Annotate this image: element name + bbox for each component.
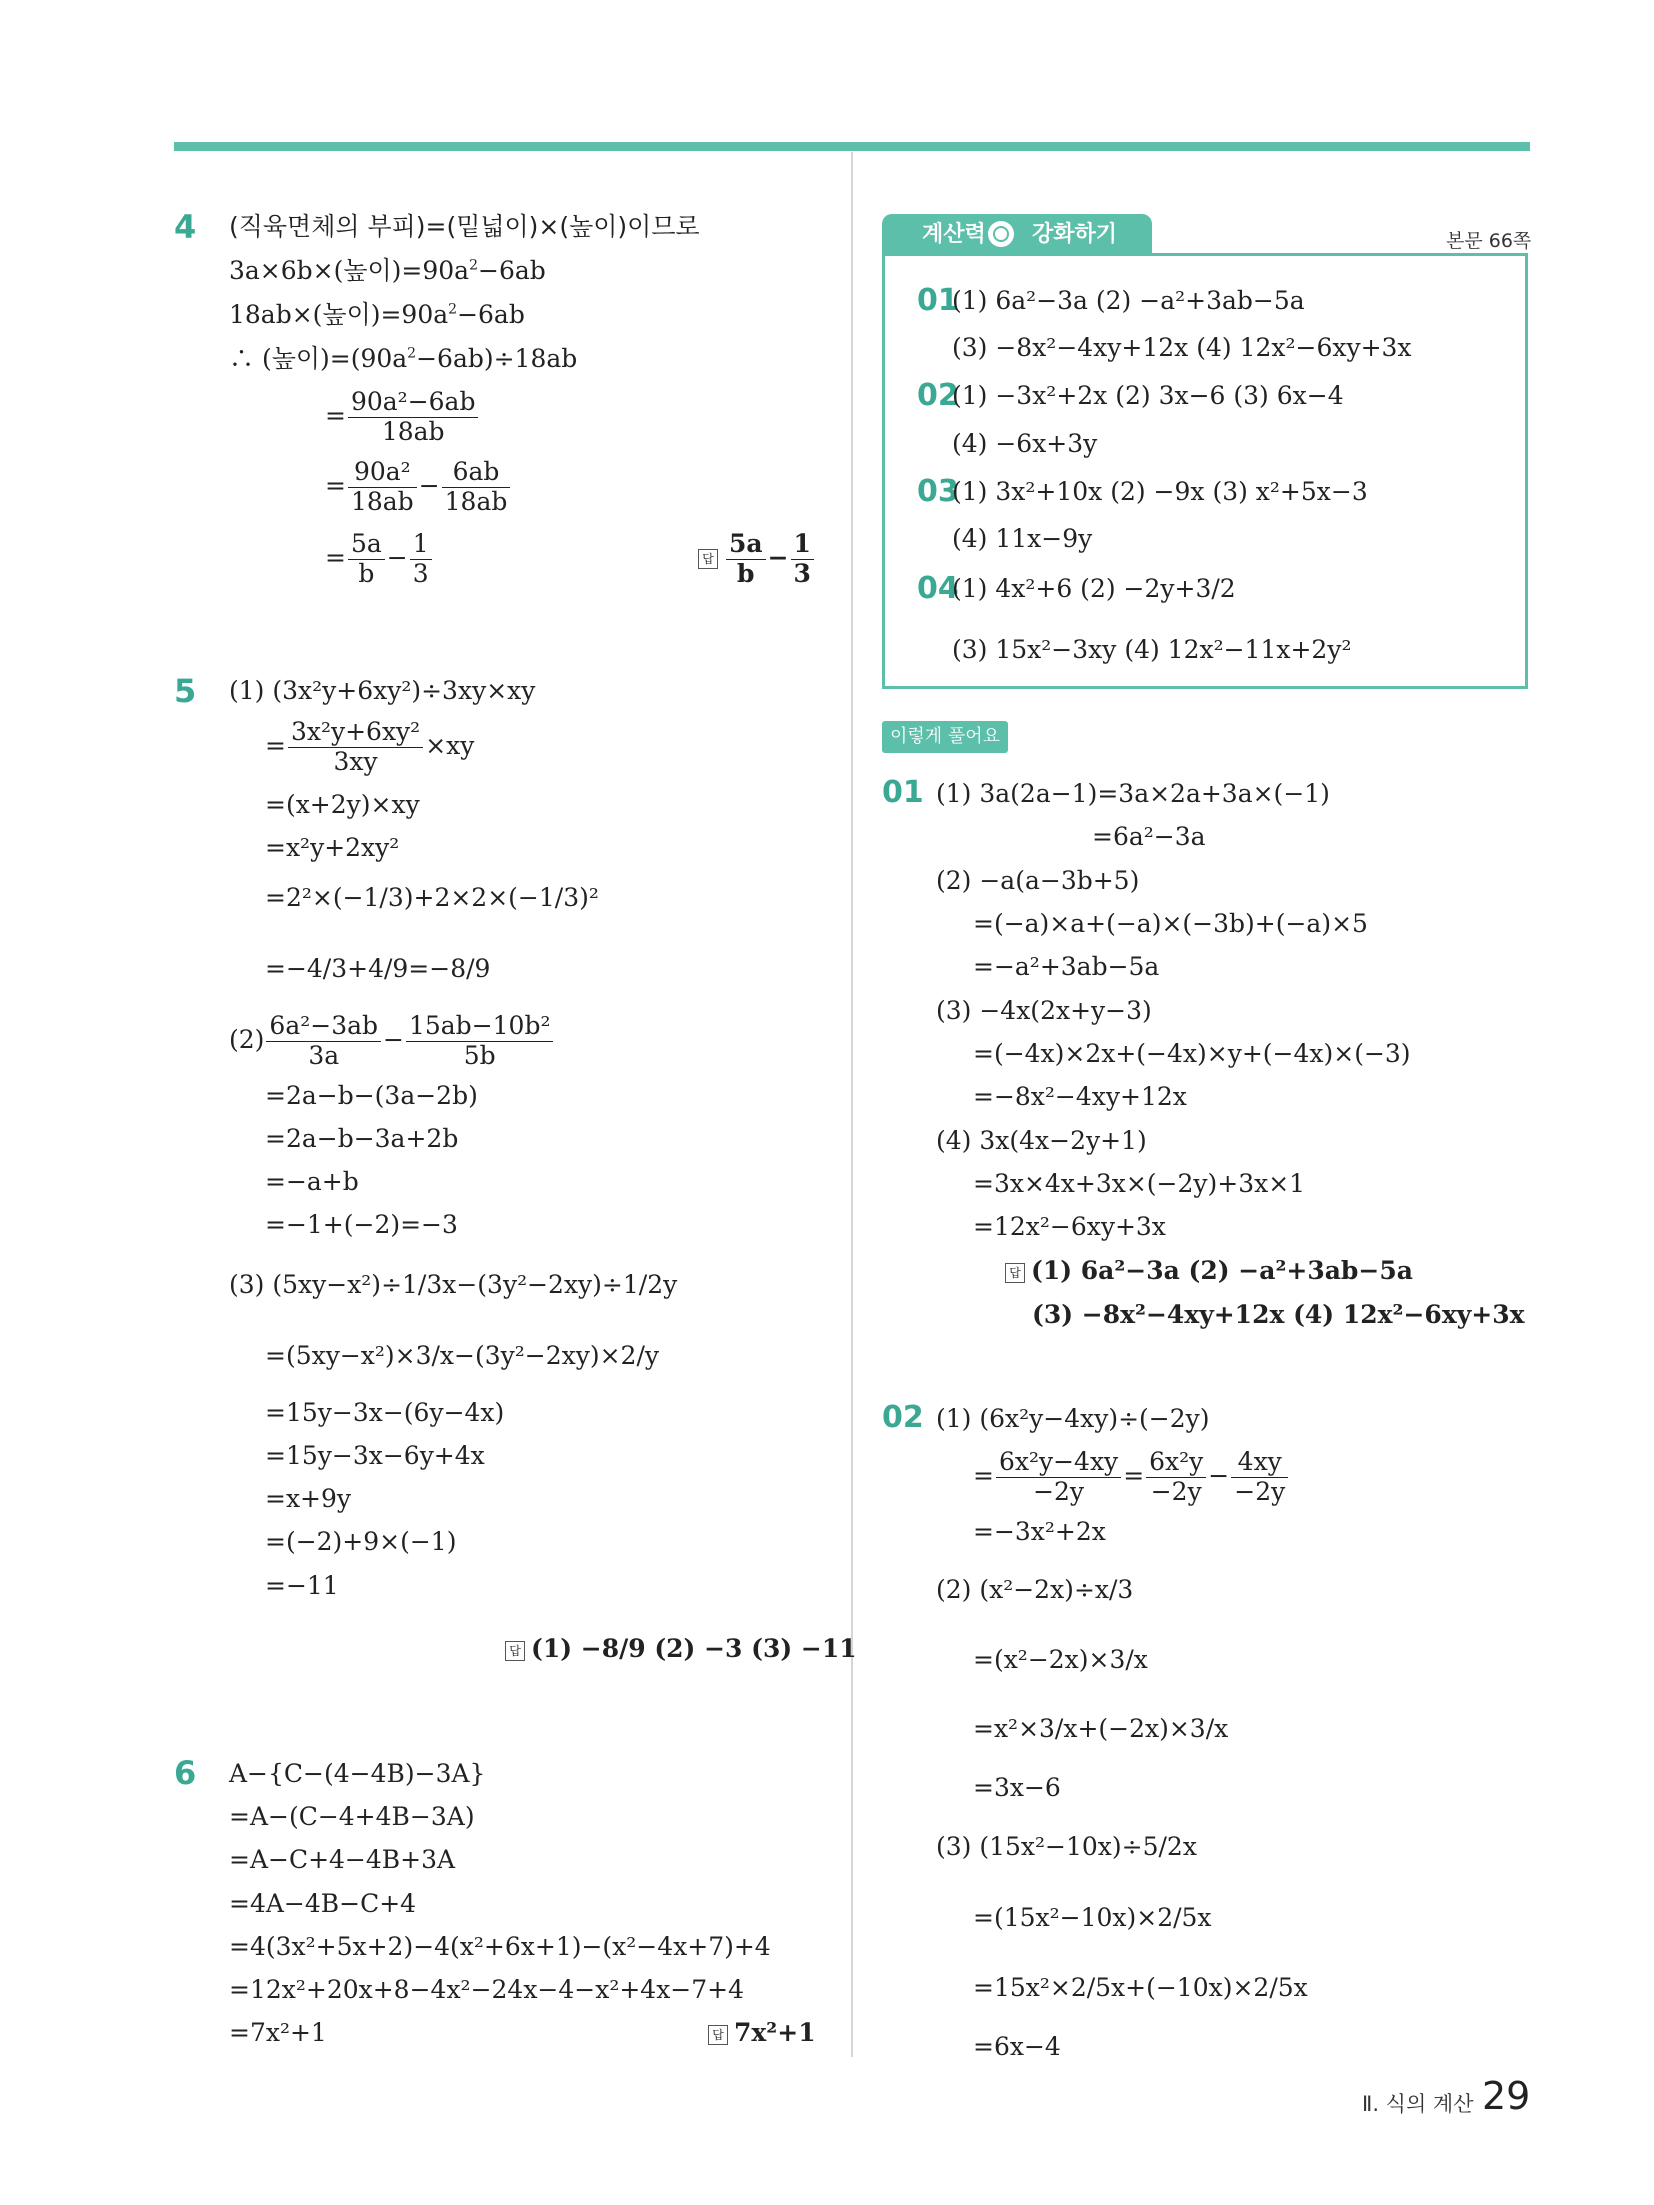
s02-line-7: =3x−6: [973, 1773, 1061, 1802]
quick-answer-box: [882, 253, 1528, 689]
problem-5-number: 5: [174, 672, 197, 710]
s01-line-8: =−8x²−4xy+12x: [973, 1082, 1187, 1111]
s02-line-6: =x²×3/x+(−2x)×3/x: [973, 1714, 1229, 1743]
footer-chapter: Ⅱ. 식의 계산: [1362, 2092, 1474, 2116]
s02-line-5: =(x²−2x)×3/x: [973, 1645, 1148, 1674]
s01-answer-2: (3) −8x²−4xy+12x (4) 12x²−6xy+3x: [1032, 1300, 1525, 1329]
p5-2-line-2: =2a−b−(3a−2b): [265, 1081, 478, 1110]
p5-2-line-3: =2a−b−3a+2b: [265, 1124, 459, 1153]
p4-fraction-step-2: = $\frac{\text{90a²}}{18ab}$ − $\frac{6ab}{18ab}$: [325, 458, 512, 517]
s01-line-2: =6a²−3a: [1092, 822, 1206, 851]
s02-line-4: (2) (x²−2x)÷x/3: [936, 1575, 1134, 1604]
p5-3-line-5: =x+9y: [265, 1484, 352, 1513]
quick-02-line-2: (4) −6x+3y: [952, 429, 1098, 458]
top-rule: [174, 142, 1530, 151]
p4-fraction-step-3: = $\frac{5a}{b}$ − $\frac{1}{3}$: [325, 530, 434, 589]
s02-line-11: =6x−4: [973, 2032, 1061, 2061]
p6-line-4: =4A−4B−C+4: [229, 1889, 417, 1918]
problem-6-number: 6: [174, 1754, 197, 1792]
quick-04-line-2: (3) 15x²−3xy (4) 12x²−11x+2y²: [952, 635, 1352, 664]
s02-line-8: (3) (15x²−10x)÷5/2x: [936, 1832, 1197, 1861]
p6-line-5: =4(3x²+5x+2)−4(x²+6x+1)−(x²−4x+7)+4: [229, 1932, 771, 1961]
p6-line-2: =A−(C−4+4B−3A): [229, 1802, 475, 1831]
stopwatch-icon: [988, 221, 1014, 247]
s01-line-4: =(−a)×a+(−a)×(−3b)+(−a)×5: [973, 909, 1368, 938]
p4-line-2: 3a×6b×(높이)$=90a^2-6ab$: [229, 256, 546, 285]
p5-3-line-4: =15y−3x−6y+4x: [265, 1441, 485, 1470]
answer-mark-icon: 답: [1005, 1263, 1025, 1283]
solution-02-number: 02: [882, 1400, 924, 1435]
s02-line-2: = $\frac{\text{6x²y−4xy}}{-2y}$ = $\frac{\text{6x²y}}{-2y}$ − $\frac{4xy}{-2y}$: [973, 1448, 1290, 1507]
quick-01-line-2: (3) −8x²−4xy+12x (4) 12x²−6xy+3x: [952, 333, 1412, 362]
p5-1-line-1: (1) (3x²y+6xy²)÷3xy×xy: [229, 676, 536, 705]
p4-fraction-step-1: = $\frac{\text{90a²−6ab}}{18ab}$: [325, 388, 480, 447]
page-reference: 본문 66쪽: [1446, 230, 1532, 252]
answer-mark-icon: 답: [708, 2025, 728, 2045]
p6-line-3: =A−C+4−4B+3A: [229, 1845, 456, 1874]
p5-3-line-7: =−11: [265, 1571, 339, 1600]
s01-line-9: (4) 3x(4x−2y+1): [936, 1126, 1147, 1155]
s01-line-5: =−a²+3ab−5a: [973, 952, 1160, 981]
quick-02-line-1: (1) −3x²+2x (2) 3x−6 (3) 6x−4: [952, 381, 1344, 410]
quick-03-line-2: (4) 11x−9y: [952, 524, 1093, 553]
p6-line-7: =7x²+1: [229, 2018, 327, 2047]
p6-line-6: =12x²+20x+8−4x²−24x−4−x²+4x−7+4: [229, 1975, 745, 2004]
solution-01-number: 01: [882, 775, 924, 810]
box-tab-right-label: 강화하기: [1032, 222, 1118, 247]
box-tab: [882, 214, 1152, 256]
page-number: 29: [1482, 2074, 1531, 2118]
p5-1-line-3: =(x+2y)×xy: [265, 790, 420, 819]
quick-04-line-1: (1) 4x²+6 (2) −2y+3/2: [952, 574, 1236, 603]
p6-answer: 답 7x²+1: [708, 2020, 816, 2045]
p5-3-line-3: =15y−3x−(6y−4x): [265, 1398, 505, 1427]
quick-03-line-1: (1) 3x²+10x (2) −9x (3) x²+5x−3: [952, 477, 1368, 506]
quick-01-number: 01: [917, 283, 959, 318]
quick-02-number: 02: [917, 378, 959, 413]
p5-1-line-2: = $\frac{\text{3x²y+6xy²}}{3xy}$ ×xy: [265, 717, 475, 776]
s01-line-11: =12x²−6xy+3x: [973, 1212, 1166, 1241]
s01-answer-1: 답 (1) 6a²−3a (2) −a²+3ab−5a: [1005, 1258, 1413, 1283]
p5-3-line-2: =(5xy−x²)×3/x−(3y²−2xy)×2/y: [265, 1341, 660, 1370]
p5-answer: 답 (1) −8/9 (2) −3 (3) −11: [505, 1636, 857, 1661]
problem-4-number: 4: [174, 208, 197, 246]
p4-line-3: 18ab×(높이)$=90a^2-6ab$: [229, 300, 525, 329]
p5-2-line-4: =−a+b: [265, 1167, 359, 1196]
p5-1-line-5: =2²×(−1/3)+2×2×(−1/3)²: [265, 883, 599, 912]
p5-2-line-1: (2) $\frac{\text{6a²−3ab}}{3a}$ − $\frac{\text{15ab−10b²}}{5b}$: [229, 1012, 555, 1071]
p5-1-line-6: =−4/3+4/9=−8/9: [265, 954, 491, 983]
p5-1-line-4: =x²y+2xy²: [265, 833, 400, 862]
quick-03-number: 03: [917, 474, 959, 509]
p4-line-4: ∴ (높이)$=(90a^2-6ab)\div 18ab$: [229, 344, 578, 373]
answer-mark-icon: 답: [505, 1641, 525, 1661]
quick-01-line-1: (1) 6a²−3a (2) −a²+3ab−5a: [952, 286, 1305, 315]
s01-line-6: (3) −4x(2x+y−3): [936, 996, 1152, 1025]
box-tab-left-label: 계산력: [922, 222, 986, 247]
s02-line-10: =15x²×2/5x+(−10x)×2/5x: [973, 1973, 1308, 2002]
s01-line-3: (2) −a(a−3b+5): [936, 866, 1140, 895]
column-divider: [851, 152, 853, 2057]
s02-line-9: =(15x²−10x)×2/5x: [973, 1903, 1212, 1932]
p4-line-1: (직육면체의 부피)=(밑넓이)×(높이)이므로: [229, 212, 700, 241]
s01-line-10: =3x×4x+3x×(−2y)+3x×1: [973, 1169, 1306, 1198]
p4-answer: 답 $\frac{5a}{b}$ − $\frac{1}{3}$: [698, 530, 816, 589]
s02-line-1: (1) (6x²y−4xy)÷(−2y): [936, 1404, 1210, 1433]
quick-04-number: 04: [917, 571, 959, 606]
p6-line-1: A−{C−(4−4B)−3A}: [229, 1759, 486, 1788]
answer-mark-icon: 답: [698, 549, 718, 569]
p5-3-line-1: (3) (5xy−x²)÷1/3x−(3y²−2xy)÷1/2y: [229, 1270, 678, 1299]
s01-line-7: =(−4x)×2x+(−4x)×y+(−4x)×(−3): [973, 1039, 1411, 1068]
s02-line-3: =−3x²+2x: [973, 1517, 1106, 1546]
s01-line-1: (1) 3a(2a−1)=3a×2a+3a×(−1): [936, 779, 1330, 808]
solution-badge: 이렇게 풀어요: [882, 721, 1008, 753]
p5-2-line-5: =−1+(−2)=−3: [265, 1210, 458, 1239]
p5-3-line-6: =(−2)+9×(−1): [265, 1527, 457, 1556]
